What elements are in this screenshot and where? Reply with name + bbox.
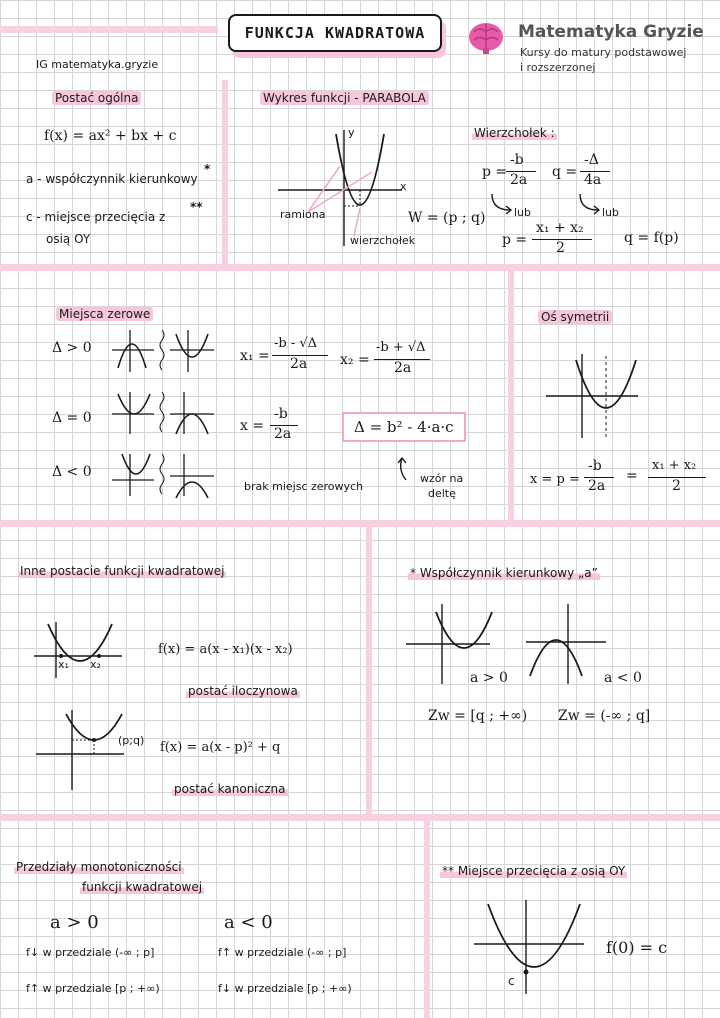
oy-point-label: c bbox=[508, 974, 515, 988]
monotonic-neg-dec: f↓ w przedziale [p ; +∞) bbox=[218, 982, 352, 995]
symmetry-graph bbox=[544, 352, 640, 442]
c-description-2: osią OY bbox=[46, 232, 91, 246]
band-top-left bbox=[0, 26, 218, 33]
coefficient-pos: a > 0 bbox=[470, 670, 508, 686]
page-title: FUNKCJA KWADRATOWA bbox=[228, 14, 442, 52]
c-description-1: c - miejsce przecięcia z bbox=[26, 210, 166, 224]
delta-formula-box: Δ = b² - 4·a·c bbox=[342, 412, 466, 442]
graph-heading: Wykres funkcji - PARABOLA bbox=[260, 91, 429, 105]
x1-den: 2a bbox=[290, 356, 308, 372]
general-formula: f(x) = ax² + bx + c bbox=[44, 128, 177, 144]
parabola-graph bbox=[278, 126, 408, 250]
x0-den: 2a bbox=[274, 426, 292, 442]
symmetry-f1-den: 2a bbox=[588, 478, 606, 494]
c-mark: ** bbox=[190, 200, 203, 214]
vertex-label: wierzchołek bbox=[350, 234, 416, 247]
case-delta-zero: Δ = 0 bbox=[52, 410, 92, 426]
monotonic-neg-inc: f↑ w przedziale (-∞ ; p] bbox=[218, 946, 347, 959]
product-formula: f(x) = a(x - x₁)(x - x₂) bbox=[158, 642, 293, 657]
q-lhs: q = bbox=[552, 164, 578, 180]
product-form-name: postać iloczynowa bbox=[188, 684, 298, 698]
symmetry-lhs: x = p = bbox=[530, 472, 580, 487]
zeros-graphs bbox=[110, 328, 222, 500]
x0-num: -b bbox=[274, 406, 288, 422]
x1-lhs: x₁ = bbox=[240, 348, 270, 364]
q-alt: q = f(p) bbox=[624, 230, 679, 246]
symmetry-eq: = bbox=[626, 468, 638, 484]
symmetry-heading: Oś symetrii bbox=[538, 310, 612, 324]
monotonic-pos-inc: f↑ w przedziale [p ; +∞) bbox=[26, 982, 160, 995]
x2-point-label: x₂ bbox=[90, 658, 101, 671]
symmetry-f1-num: -b bbox=[588, 458, 602, 474]
p-alt-den: 2 bbox=[556, 240, 565, 256]
a-description: a - współczynnik kierunkowy bbox=[26, 172, 198, 186]
brand-name: Matematyka Gryzie bbox=[518, 22, 704, 42]
monotonic-heading-1: Przedziały monotoniczności bbox=[16, 860, 182, 874]
monotonic-neg: a < 0 bbox=[224, 912, 273, 933]
canonical-vertex-label: (p;q) bbox=[118, 734, 145, 747]
band-row1-divider-1 bbox=[222, 80, 228, 264]
product-form-graph bbox=[34, 618, 124, 678]
other-forms-heading: Inne postacie funkcji kwadratowej bbox=[20, 564, 225, 578]
p-num: -b bbox=[510, 152, 524, 168]
band-row2 bbox=[0, 520, 720, 527]
case-delta-pos: Δ > 0 bbox=[52, 340, 92, 356]
brain-icon bbox=[466, 20, 506, 56]
symmetry-f2-num: x₁ + x₂ bbox=[652, 458, 697, 473]
x1-num: -b - √Δ bbox=[274, 336, 318, 351]
oy-heading: ** Miejsce przecięcia z osią OY bbox=[442, 864, 626, 878]
symmetry-f2-den: 2 bbox=[672, 478, 681, 494]
canonical-formula: f(x) = a(x - p)² + q bbox=[160, 740, 281, 755]
instagram-handle: IG matematyka.gryzie bbox=[36, 58, 159, 71]
band-row4-divider bbox=[424, 821, 430, 1018]
a-mark: * bbox=[204, 162, 211, 176]
zeros-heading: Miejsca zerowe bbox=[56, 307, 153, 321]
oy-formula: f(0) = c bbox=[606, 938, 668, 957]
coefficient-neg: a < 0 bbox=[604, 670, 642, 686]
arrow-up-icon bbox=[396, 456, 412, 482]
delta-note-1: wzór na bbox=[420, 472, 464, 485]
axis-y-label: y bbox=[348, 126, 355, 139]
canonical-form-graph bbox=[36, 706, 126, 790]
band-row2-divider bbox=[508, 271, 514, 520]
coefficient-heading: * Współczynnik kierunkowy „a” bbox=[410, 566, 598, 580]
q-den: 4a bbox=[584, 172, 602, 188]
x2-num: -b + √Δ bbox=[376, 340, 426, 355]
delta-note-2: deltę bbox=[428, 487, 456, 500]
vertex-heading: Wierzchołek : bbox=[474, 126, 555, 140]
x1-point-label: x₁ bbox=[58, 658, 69, 671]
x2-lhs: x₂ = bbox=[340, 352, 370, 368]
x2-den: 2a bbox=[394, 360, 412, 376]
arms-label: ramiona bbox=[280, 208, 326, 221]
brand-tagline-1: Kursy do matury podstawowej bbox=[520, 46, 687, 59]
monotonic-pos-dec: f↓ w przedziale (-∞ ; p] bbox=[26, 946, 155, 959]
no-zeros-label: brak miejsc zerowych bbox=[244, 480, 364, 493]
x0-lhs: x = bbox=[240, 418, 265, 434]
p-alt-lhs: p = bbox=[502, 232, 528, 248]
canonical-form-name: postać kanoniczna bbox=[174, 782, 286, 796]
q-num: -Δ bbox=[584, 152, 599, 168]
monotonic-pos: a > 0 bbox=[50, 912, 99, 933]
band-row3-divider bbox=[366, 527, 372, 814]
brand-tagline-2: i rozszerzonej bbox=[520, 61, 596, 74]
or-label-1: lub bbox=[514, 206, 532, 219]
general-form-heading: Postać ogólna bbox=[52, 91, 141, 105]
w-formula: W = (p ; q) bbox=[408, 210, 486, 226]
band-row1 bbox=[0, 264, 720, 271]
p-lhs: p = bbox=[482, 164, 508, 180]
p-alt-num: x₁ + x₂ bbox=[536, 220, 584, 236]
range-pos: Zw = [q ; +∞) bbox=[428, 708, 528, 724]
oy-graph bbox=[474, 900, 586, 996]
monotonic-heading-2: funkcji kwadratowej bbox=[82, 880, 203, 894]
axis-x-label: x bbox=[400, 180, 407, 193]
or-label-2: lub bbox=[602, 206, 620, 219]
band-row3 bbox=[0, 814, 720, 821]
case-delta-neg: Δ < 0 bbox=[52, 464, 92, 480]
range-neg: Zw = (-∞ ; q] bbox=[558, 708, 651, 724]
p-den: 2a bbox=[510, 172, 528, 188]
